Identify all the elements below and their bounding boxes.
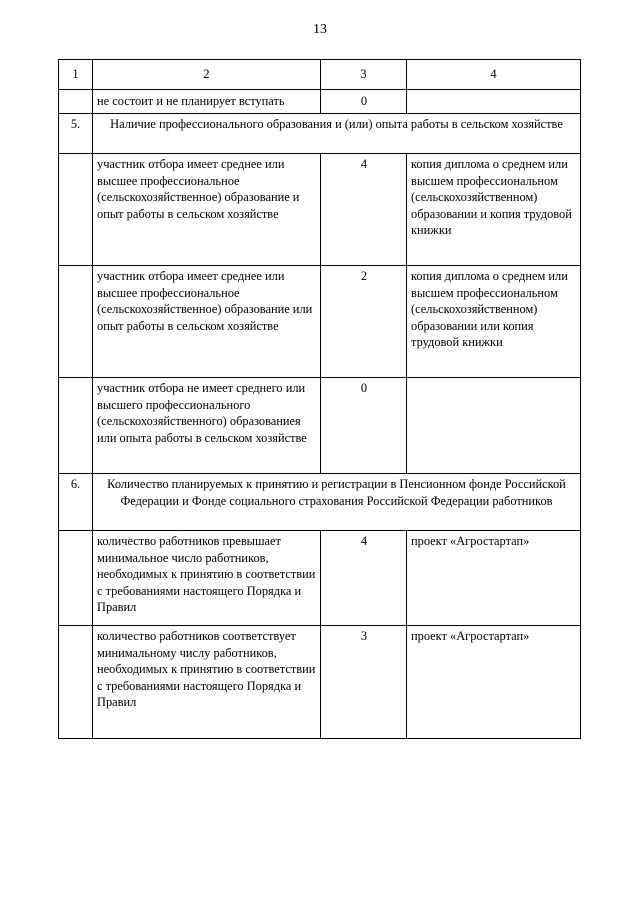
criterion-cell: участник отбора не имеет среднего или высшего профессионального (сельскохозяйственного) образованиея или опыта работы в сельском хозяйстве [93, 378, 321, 474]
points-cell: 4 [321, 531, 407, 626]
table-row [59, 266, 581, 378]
header-cell-4: 4 [407, 60, 581, 90]
table-row [59, 626, 581, 739]
criterion-cell: не состоит и не планирует вступать [93, 90, 321, 114]
points-cell: 0 [321, 378, 407, 474]
document-cell [407, 378, 581, 474]
row-number [59, 266, 93, 378]
table-row [59, 378, 581, 474]
page-number: 13 [313, 22, 327, 37]
section-title: Наличие профессионального образования и (или) опыта работы в сельском хозяйстве [93, 114, 581, 154]
header-cell-3: 3 [321, 60, 407, 90]
section-title: Количество планируемых к принятию и регистрации в Пенсионном фонде Российской Федерации и Фонде социального страхования Российской Федерации работников [93, 474, 581, 531]
section-row [59, 474, 581, 531]
document-cell [407, 90, 581, 114]
section-row [59, 114, 581, 154]
criteria-table [58, 59, 581, 739]
criterion-cell: участник отбора имеет среднее или высшее профессиональное (сельскохозяйственное) образование и опыт работы в сельском хозяйстве [93, 154, 321, 266]
header-cell-1: 1 [59, 60, 93, 90]
table-row [59, 154, 581, 266]
section-number: 6. [59, 474, 93, 531]
table-header-row [59, 60, 581, 90]
table-row [59, 531, 581, 626]
criterion-cell: количество работников превышает минимальное число работников, необходимых к принятию в соответствии с требованиями настоящего Порядка и Правил [93, 531, 321, 626]
row-number [59, 378, 93, 474]
row-number [59, 90, 93, 114]
row-number [59, 531, 93, 626]
points-cell: 0 [321, 90, 407, 114]
document-cell: проект «Агростартап» [407, 626, 581, 739]
table-row [59, 90, 581, 114]
points-cell: 3 [321, 626, 407, 739]
points-cell: 4 [321, 154, 407, 266]
document-cell: копия диплома о среднем или высшем профессиональном (сельскохозяйственном) образовании или копия трудовой книжки [407, 266, 581, 378]
document-cell: копия диплома о среднем или высшем профессиональном (сельскохозяйственном) образовании и копия трудовой книжки [407, 154, 581, 266]
criterion-cell: участник отбора имеет среднее или высшее профессиональное (сельскохозяйственное) образование или опыт работы в сельском хозяйстве [93, 266, 321, 378]
section-number: 5. [59, 114, 93, 154]
points-cell: 2 [321, 266, 407, 378]
row-number [59, 626, 93, 739]
criterion-cell: количество работников соответствует минимальному числу работников, необходимых к принятию в соответствии с требованиями настоящего Порядка и Правил [93, 626, 321, 739]
header-cell-2: 2 [93, 60, 321, 90]
document-cell: проект «Агростартап» [407, 531, 581, 626]
row-number [59, 154, 93, 266]
